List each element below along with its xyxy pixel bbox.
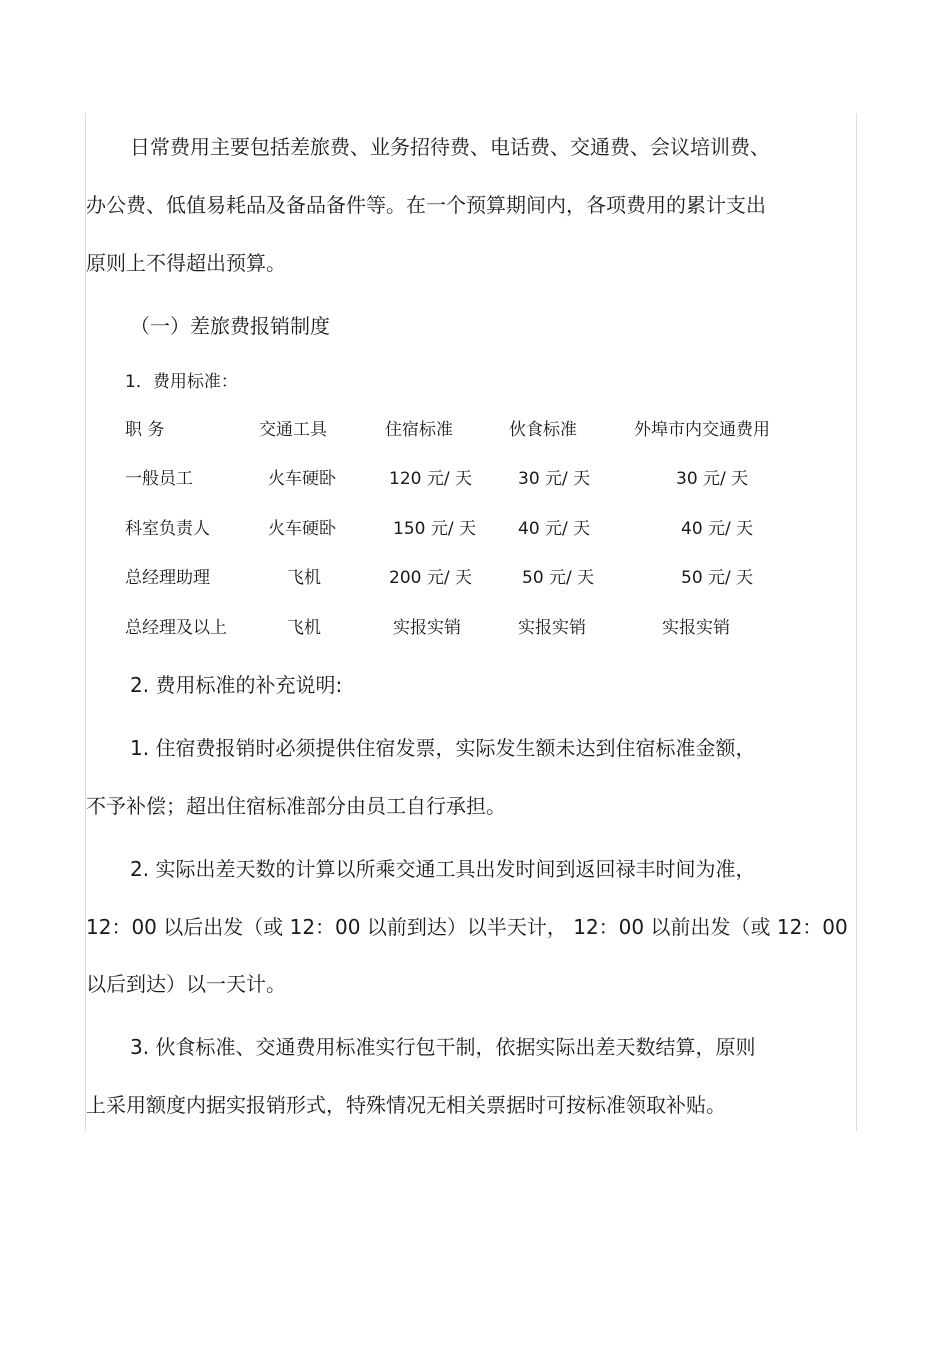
intro-line-3: 原则上不得超出预算。 bbox=[86, 251, 286, 275]
table-row-4-local-transport: 实报实销 bbox=[662, 618, 730, 638]
note-2-line-3: 以后到达）以一天计。 bbox=[86, 972, 286, 996]
section-title: （一）差旅费报销制度 bbox=[130, 314, 330, 338]
note-1-line-1: 1. 住宿费报销时必须提供住宿发票，实际发生额未达到住宿标准金额， bbox=[130, 736, 756, 760]
table-row-1-transport: 火车硬卧 bbox=[268, 469, 336, 489]
table-header-meals: 伙食标准 bbox=[509, 420, 577, 440]
intro-line-1: 日常费用主要包括差旅费、业务招待费、电话费、交通费、会议培训费、 bbox=[130, 135, 770, 159]
table-header-local-transport: 外埠市内交通费用 bbox=[634, 420, 770, 440]
table-row-2-transport: 火车硬卧 bbox=[268, 519, 336, 539]
note-2-line-1: 2. 实际出差天数的计算以所乘交通工具出发时间到返回禄丰时间为准， bbox=[130, 857, 756, 881]
note-2-line-2: 12：00 以后出发（或 12：00 以前到达）以半天计， 12：00 以前出发（或 12：00 bbox=[86, 915, 848, 939]
table-row-1-meals: 30 元/ 天 bbox=[518, 469, 591, 489]
intro-line-2: 办公费、低值易耗品及备品备件等。在一个预算期间内，各项费用的累计支出 bbox=[86, 193, 766, 217]
table-row-4-transport: 飞机 bbox=[287, 618, 321, 638]
note-3-line-2: 上采用额度内据实报销形式，特殊情况无相关票据时可按标准领取补贴。 bbox=[86, 1093, 726, 1117]
table-row-2-meals: 40 元/ 天 bbox=[518, 519, 591, 539]
table-row-3-position: 总经理助理 bbox=[125, 568, 210, 588]
note-1-line-2: 不予补偿；超出住宿标准部分由员工自行承担。 bbox=[86, 794, 506, 818]
table-row-2-lodging: 150 元/ 天 bbox=[393, 519, 476, 539]
note-3-line-1: 3. 伙食标准、交通费用标准实行包干制，依据实际出差天数结算，原则 bbox=[130, 1035, 756, 1059]
supplement-heading: 2. 费用标准的补充说明: bbox=[130, 673, 343, 697]
table-row-4-meals: 实报实销 bbox=[518, 618, 586, 638]
table-row-4-position: 总经理及以上 bbox=[125, 618, 227, 638]
table-row-2-local-transport: 40 元/ 天 bbox=[681, 519, 754, 539]
table-row-3-meals: 50 元/ 天 bbox=[522, 568, 595, 588]
table-header-position: 职 务 bbox=[125, 420, 165, 440]
table-row-4-lodging: 实报实销 bbox=[393, 618, 461, 638]
table-header-transport: 交通工具 bbox=[259, 420, 327, 440]
table-row-3-transport: 飞机 bbox=[287, 568, 321, 588]
table-row-1-lodging: 120 元/ 天 bbox=[389, 469, 472, 489]
table-row-3-local-transport: 50 元/ 天 bbox=[681, 568, 754, 588]
table-header-lodging: 住宿标准 bbox=[385, 420, 453, 440]
table-row-1-local-transport: 30 元/ 天 bbox=[676, 469, 749, 489]
page-border-right bbox=[856, 113, 857, 1131]
table-row-1-position: 一般员工 bbox=[125, 469, 193, 489]
table-row-2-position: 科室负责人 bbox=[125, 519, 210, 539]
standard-heading: 1．费用标准： bbox=[125, 372, 238, 392]
table-row-3-lodging: 200 元/ 天 bbox=[389, 568, 472, 588]
